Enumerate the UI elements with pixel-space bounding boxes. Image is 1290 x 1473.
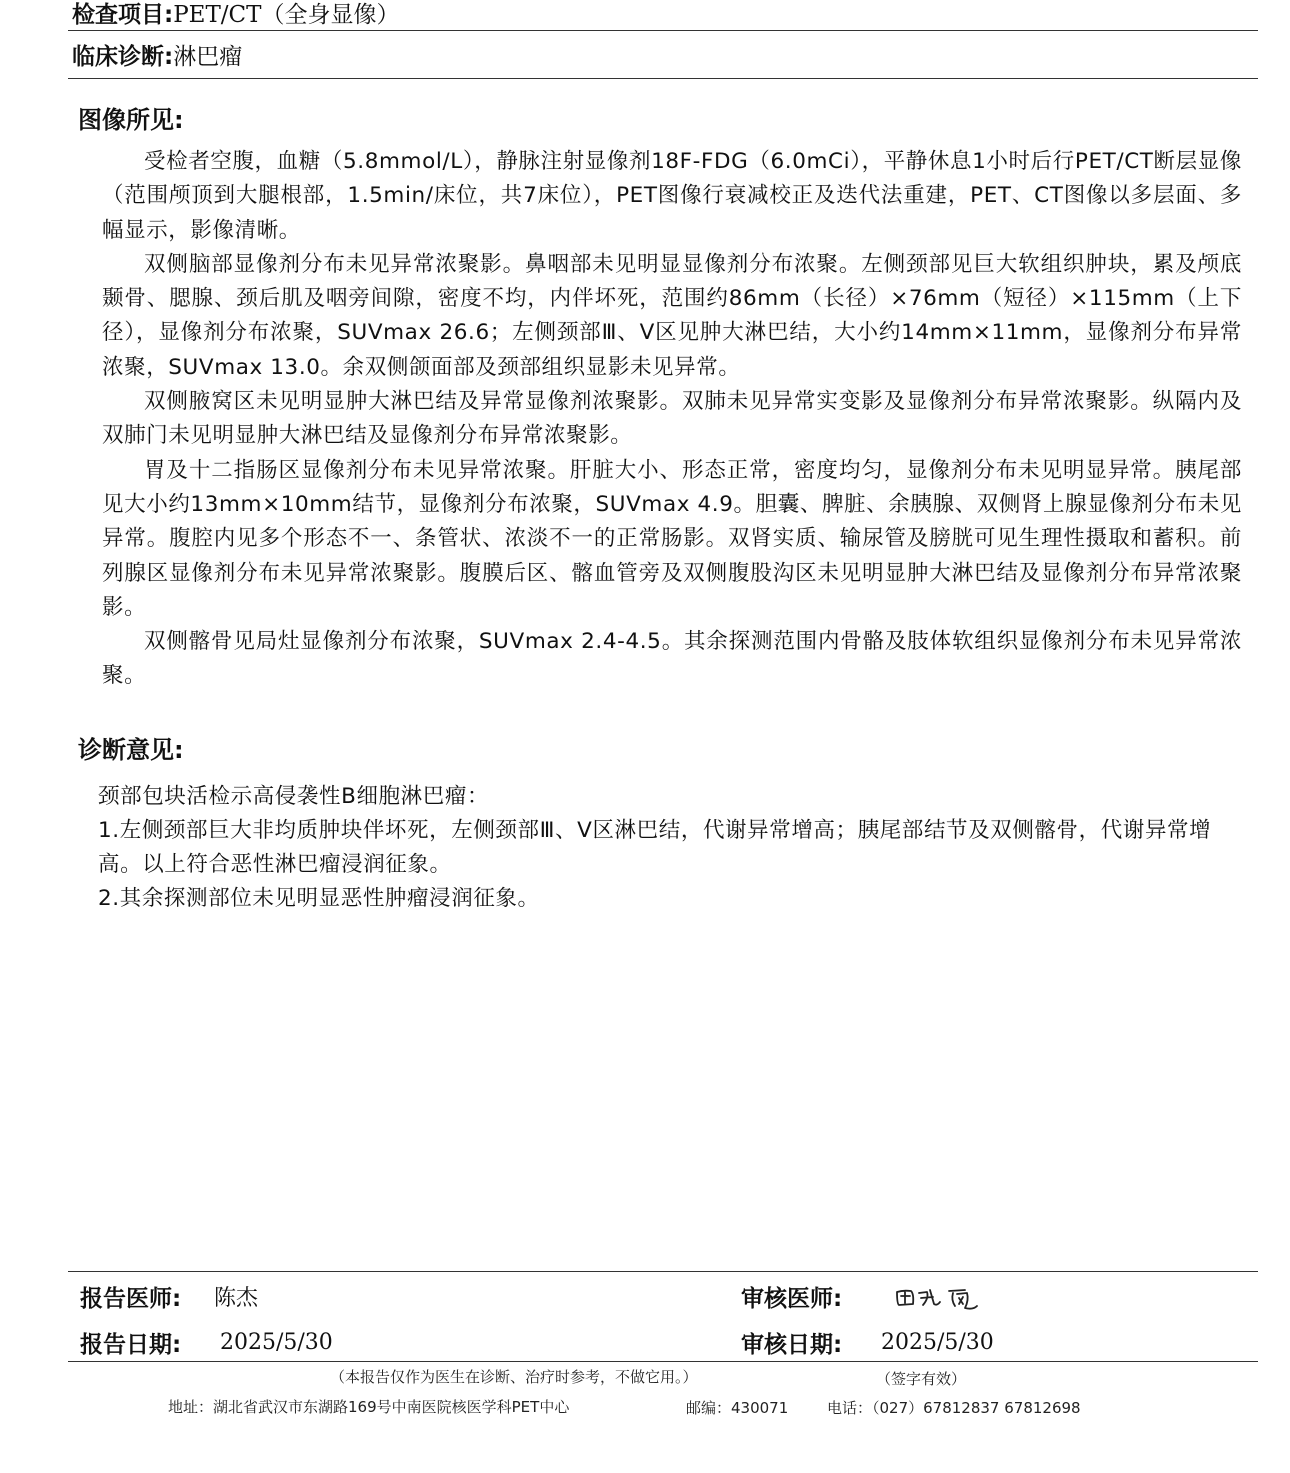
review-doctor-signature [893,1284,983,1314]
impression-line: 1.左侧颈部巨大非均质肿块伴坏死，左侧颈部Ⅲ、Ⅴ区淋巴结，代谢异常增高；胰尾部结节及双侧髂骨，代谢异常增高。以上符合恶性淋巴瘤浸润征象。 [98,818,1212,877]
report-doctor-name: 陈杰 [214,1286,259,1311]
findings-paragraph: 胃及十二指肠区显像剂分布未见异常浓聚。肝脏大小、形态正常，密度均匀，显像剂分布未见明显异常。胰尾部见大小约13mm×10mm结节，显像剂分布浓聚，SUVmax 4.9。胆囊、脾脏、余胰腺、双侧肾上腺显像剂分布未见异常。腹腔内见多个形态不一、条管状、浓淡不一的正常肠影。双肾实质、输尿管及膀胱可见生理性摄取和蓄积。前列腺区显像剂分布未见异常浓聚影。腹膜后区、髂血管旁及双侧腹股沟区未见明显肿大淋巴结及显像剂分布异常浓聚影。 [102,457,1242,620]
exam-item-row [72,0,400,30]
findings-paragraph: 受检者空腹，血糖（5.8mmol/L），静脉注射显像剂18F-FDG（6.0mCi），平静休息1小时后行PET/CT断层显像（范围颅顶到大腿根部，1.5min/床位，共7床位），PET图像行衰减校正及迭代法重建，PET、CT图像以多层面、多幅显示，影像清晰。 [102,149,1242,243]
review-date-label: 审核日期: [741,1332,843,1358]
findings-paragraph: 双侧脑部显像剂分布未见异常浓聚影。鼻咽部未见明显显像剂分布浓聚。左侧颈部见巨大软组织肿块，累及颅底颞骨、腮腺、颈后肌及咽旁间隙，密度不均，内伴坏死，范围约86mm（长径）×76mm（短径）×115mm（上下径），显像剂分布浓聚，SUVmax 26.6；左侧颈部Ⅲ、Ⅴ区见肿大淋巴结，大小约14mm×11mm，显像剂分布异常浓聚，SUVmax 13.0。余双侧颌面部及颈部组织显影未见异常。 [102,251,1242,380]
signature-valid-note: （签字有效） [876,1370,967,1388]
findings-body [102,145,1242,694]
clinical-diagnosis-label: 临床诊断: [72,44,174,70]
clinical-diagnosis-value: 淋巴瘤 [173,44,243,70]
impression-body [98,780,1238,916]
review-doctor-label: 审核医师: [741,1286,843,1312]
header-divider-1 [68,30,1258,31]
review-date-value: 2025/5/30 [881,1330,994,1355]
disclaimer-note: （本报告仅作为医生在诊断、治疗时参考，不做它用。） [330,1368,698,1386]
postcode: 邮编：430071 [686,1399,789,1417]
findings-paragraph: 双侧髂骨见局灶显像剂分布浓聚，SUVmax 2.4-4.5。其余探测范围内骨骼及肢体软组织显像剂分布未见异常浓聚。 [102,629,1242,689]
clinical-diagnosis-row [72,42,242,72]
exam-item-label: 检查项目: [72,2,174,28]
report-doctor-label: 报告医师: [80,1286,182,1312]
findings-paragraph: 双侧腋窝区未见明显肿大淋巴结及异常显像剂浓聚影。双肺未见异常实变影及显像剂分布异常浓聚影。纵隔内及双肺门未见明显肿大淋巴结及显像剂分布异常浓聚影。 [102,389,1242,449]
report-date-label: 报告日期: [80,1332,182,1358]
impression-line: 2.其余探测部位未见明显恶性肿瘤浸润征象。 [98,886,540,911]
exam-item-value: PET/CT（全身显像） [173,2,400,28]
findings-title: 图像所见: [78,106,184,134]
phone-numbers: 电话：（027）67812837 67812698 [827,1399,1081,1417]
impression-line: 颈部包块活检示高侵袭性B细胞淋巴瘤： [98,784,490,809]
report-date-value: 2025/5/30 [220,1330,333,1355]
header-divider-2 [68,78,1258,79]
footer-divider-bottom [68,1361,1258,1362]
footer-divider-top [68,1271,1258,1272]
impression-title: 诊断意见: [78,736,184,764]
hospital-address: 地址：湖北省武汉市东湖路169号中南医院核医学科PET中心 [168,1398,570,1416]
